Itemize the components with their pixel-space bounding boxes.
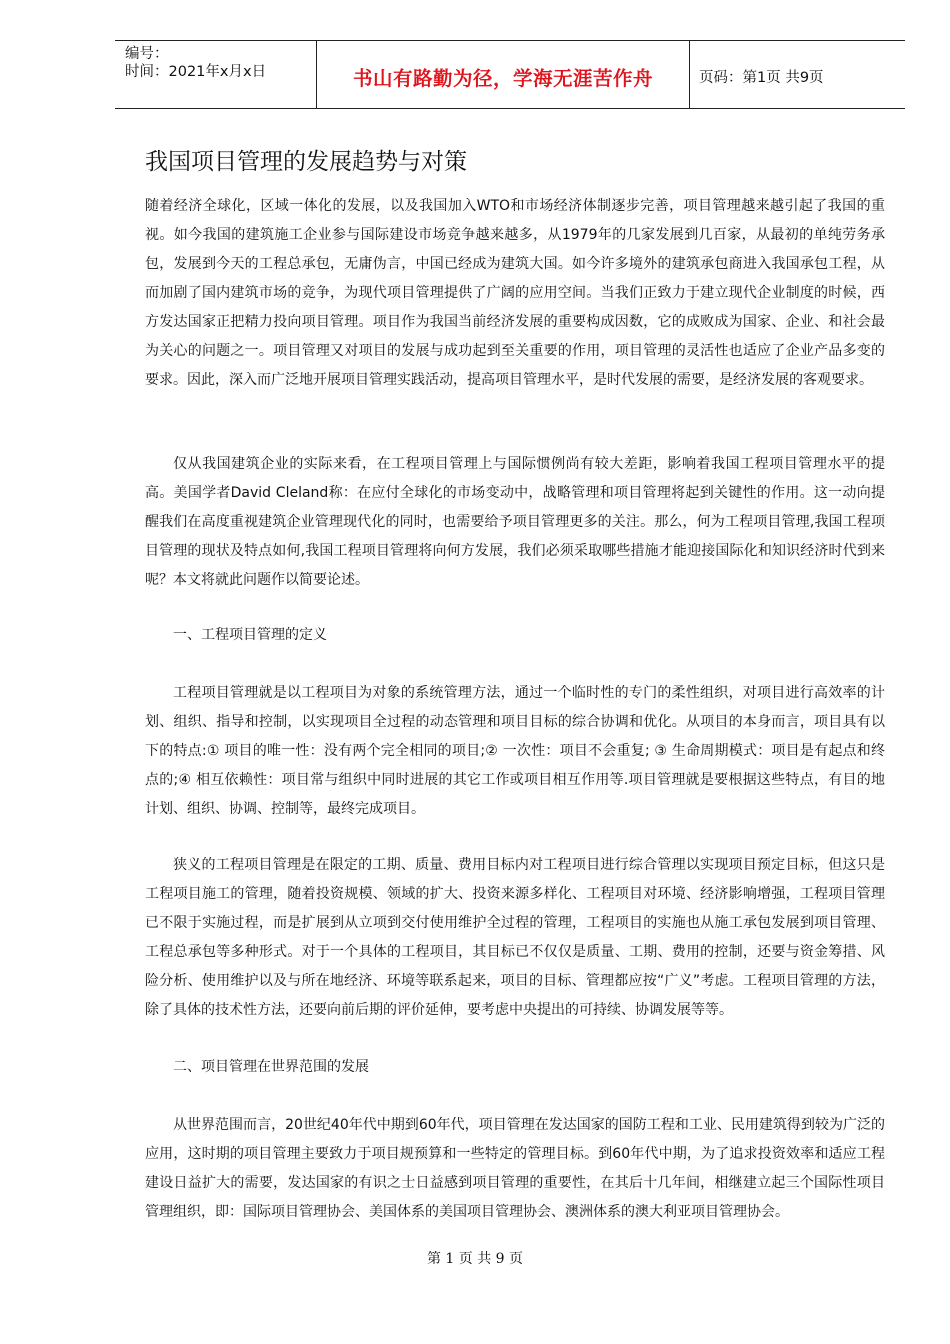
article-paragraph-3: 工程项目管理就是以工程项目为对象的系统管理方法，通过一个临时性的专门的柔性组织，对项目进行高效率的计划、组织、指导和控制，以实现项目全过程的动态管理和项目目标的综合协调和优化。从项目的本身而言，项目具有以下的特点:① 项目的唯一性：没有两个完全相同的项目;② 一次性：项目不会重复; ③ 生命周期模式：项目是有起点和终点的;④ 相互依赖性：项目常与组织中同时进展的其它工作或项目相互作用等.项目管理就是要根据这些特点，有目的地计划、组织、协调、控制等，最终完成项目。 bbox=[145, 685, 885, 817]
document-time-label: 时间：2021年x月x日 bbox=[125, 64, 267, 80]
header-motto: 书山有路勤为径，学海无涯苦作舟 bbox=[352, 67, 653, 90]
document-header bbox=[115, 40, 905, 109]
header-page-code: 页码：第1页 共9页 bbox=[699, 70, 824, 86]
header-motto-cell bbox=[317, 41, 690, 108]
article-paragraph-intro: 随着经济全球化，区域一体化的发展，以及我国加入WTO和市场经济体制逐步完善，项目管理越来越引起了我国的重视。如今我国的建筑施工企业参与国际建设市场竞争越来越多，从1979年的几家发展到几百家，从最初的单纯劳务承包，发展到今天的工程总承包，无庸伪言，中国已经成为建筑大国。如今许多境外的建筑承包商进入我国承包工程，从而加剧了国内建筑市场的竞争，为现代项目管理提供了广阔的应用空间。当我们正致力于建立现代企业制度的时候，西方发达国家正把精力投向项目管理。项目作为我国当前经济发展的重要构成因数，它的成败成为国家、企业、和社会最为关心的问题之一。项目管理又对项目的发展与成功起到至关重要的作用，项目管理的灵活性也适应了企业产品多变的要求。因此，深入而广泛地开展项目管理实践活动，提高项目管理水平，是时代发展的需要，是经济发展的客观要求。 bbox=[145, 198, 885, 388]
section-heading-world-development: 二、项目管理在世界范围的发展 bbox=[173, 1059, 369, 1075]
document-number-label: 编号： bbox=[125, 46, 169, 62]
article-paragraph-2: 仅从我国建筑企业的实际来看，在工程项目管理上与国际惯例尚有较大差距，影响着我国工程项目管理水平的提高。美国学者David Cleland称：在应付全球化的市场变动中，战略管理和项目管理将起到关键性的作用。这一动向提醒我们在高度重视建筑企业管理现代化的同时，也需要给予项目管理更多的关注。那么，何为工程项目管理,我国工程项目管理的现状及特点如何,我国工程项目管理将向何方发展，我们必须采取哪些措施才能迎接国际化和知识经济时代到来呢？本文将就此问题作以简要论述。 bbox=[145, 456, 885, 588]
section-heading-definition: 一、工程项目管理的定义 bbox=[173, 627, 327, 643]
article-paragraph-5: 从世界范围而言，20世纪40年代中期到60年代，项目管理在发达国家的国防工程和工业、民用建筑得到较为广泛的应用，这时期的项目管理主要致力于项目规预算和一些特定的管理目标。到60年代中期，为了追求投资效率和适应工程建设日益扩大的需要，发达国家的有识之士日益感到项目管理的重要性，在其后十几年间，相继建立起三个国际性项目管理组织，即：国际项目管理协会、美国体系的美国项目管理协会、澳洲体系的澳大利亚项目管理协会。 bbox=[145, 1117, 885, 1220]
page-footer: 第 1 页 共 9 页 bbox=[426, 1251, 524, 1267]
article-title: 我国项目管理的发展趋势与对策 bbox=[145, 149, 467, 175]
article-paragraph-4: 狭义的工程项目管理是在限定的工期、质量、费用目标内对工程项目进行综合管理以实现项目预定目标，但这只是工程项目施工的管理，随着投资规模、领域的扩大、投资来源多样化、工程项目对环境、经济影响增强，工程项目管理已不限于实施过程，而是扩展到从立项到交付使用维护全过程的管理，工程项目的实施也从施工承包发展到项目管理、工程总承包等多种形式。对于一个具体的工程项目，其目标已不仅仅是质量、工期、费用的控制，还要与资金筹措、风险分析、使用维护以及与所在地经济、环境等联系起来，项目的目标、管理都应按“广义”考虑。工程项目管理的方法，除了具体的技术性方法，还要向前后期的评价延伸，要考虑中央提出的可持续、协调发展等等。 bbox=[145, 857, 885, 1018]
header-info-cell bbox=[115, 41, 317, 108]
header-page-cell bbox=[690, 41, 905, 108]
